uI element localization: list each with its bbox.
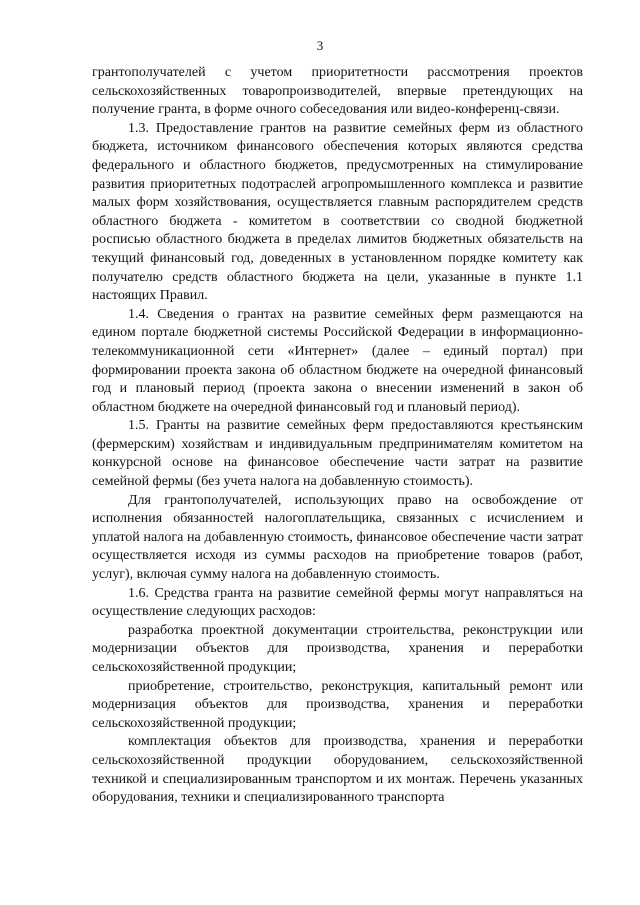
document-body (92, 64, 583, 808)
paragraph-continuation: грантополучателей с учетом приоритетности рассмотрения проектов сельскохозяйственных товаропроизводителей, впервые претендующих на получение гранта, в форме очного собеседования или видео-конференц-связи. (92, 65, 583, 118)
expense-item-design-docs: разработка проектной документации строительства, реконструкции или модернизации объектов для производства, хранения и переработки сельскохозяйственной продукции; (92, 622, 583, 675)
page-number: 3 (316, 38, 324, 53)
expense-item-equipment: комплектация объектов для производства, хранения и переработки сельскохозяйственной продукции оборудованием, сельскохозяйственной техникой и специализированным транспортом и их монтаж. Перечень указанных оборудования, техники и специализированного транспорта (92, 734, 583, 806)
paragraph-1-5: 1.5. Гранты на развитие семейных ферм предоставляются крестьянским (фермерским) хозяйствам и индивидуальным предпринимателям комитетом на конкурсной основе на финансовое обеспечение части затрат на развитие семейной фермы (без учета налога на добавленную стоимость). (92, 418, 583, 490)
paragraph-1-4: 1.4. Сведения о грантах на развитие семейных ферм размещаются на едином портале бюджетной системы Российской Федерации в информационно-телекоммуникационной сети «Интернет» (далее – единый портал) при формировании проекта закона об областном бюджете на очередной финансовый год и плановый период (проекта закона о внесении изменений в закон об областном бюджете на очередной финансовый год и плановый период). (92, 306, 583, 415)
paragraph-1-6: 1.6. Средства гранта на развитие семейной фермы могут направляться на осуществление следующих расходов: (92, 585, 583, 620)
paragraph-vat-note: Для грантополучателей, использующих право на освобождение от исполнения обязанностей налогоплательщика, связанных с исчислением и уплатой налога на добавленную стоимость, финансовое обеспечение части затрат осуществляется исходя из суммы расходов на приобретение товаров (работ, услуг), включая сумму налога на добавленную стоимость. (92, 492, 583, 583)
paragraph-1-3: 1.3. Предоставление грантов на развитие семейных ферм из областного бюджета, источником финансового обеспечения которых являются средства федерального и областного бюджетов, предусмотренных на стимулирование развития приоритетных подотраслей агропромышленного комплекса и развитие малых форм хозяйствования, осуществляется главным распорядителем средств областного бюджета - комитетом в соответствии со сводной бюджетной росписью областного бюджета в пределах лимитов бюджетных обязательств на текущий финансовый год, доведенных в установленном порядке комитету как получателю средств областного бюджета на цели, указанные в пункте 1.1 настоящих Правил. (92, 120, 583, 304)
expense-item-construction: приобретение, строительство, реконструкция, капитальный ремонт или модернизация объектов для производства, хранения и переработки сельскохозяйственной продукции; (92, 678, 583, 731)
